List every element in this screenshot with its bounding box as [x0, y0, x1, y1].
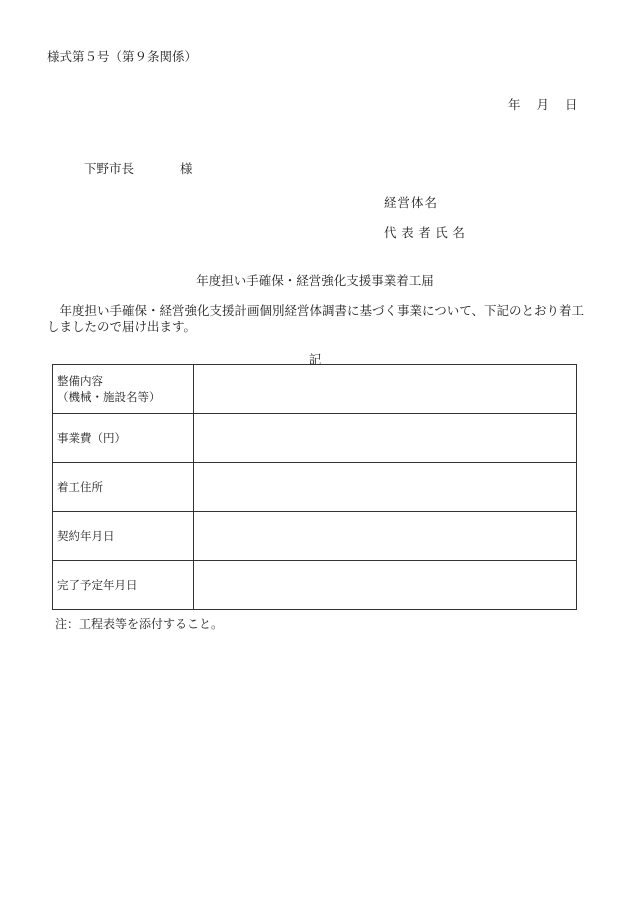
row-value-project-cost[interactable]: [194, 414, 577, 463]
table-row: [53, 414, 577, 463]
row-label-contract-date: 契約年月日: [53, 512, 194, 561]
document-title: 年度担い手確保・経営強化支援事業着工届: [196, 273, 434, 288]
addressee-honorific: 様: [180, 161, 193, 176]
representative-name-label: 代表者氏名: [384, 225, 470, 240]
row-value-contract-date[interactable]: [194, 512, 577, 561]
row-label-line: 整備内容: [57, 374, 103, 388]
details-table: [52, 364, 577, 610]
row-value-construction-address[interactable]: [194, 463, 577, 512]
table-row: [53, 512, 577, 561]
table-row: [53, 463, 577, 512]
document-body: 年度担い手確保・経営強化支援計画個別経営体調書に基づく事業について、下記のとおり着工しましたので届け出ます。: [47, 303, 585, 334]
addressee: [84, 159, 193, 177]
attachment-note: 注：工程表等を添付すること。: [55, 617, 224, 631]
addressee-name: 下野市長: [84, 161, 135, 176]
form-number: 様式第５号（第９条関係）: [47, 49, 198, 64]
month-label: 月: [536, 97, 550, 112]
table-row: [53, 365, 577, 414]
entity-name-label: 経営体名: [384, 195, 439, 210]
row-label-construction-address: 着工住所: [53, 463, 194, 512]
row-label-completion-date: 完了予定年月日: [53, 561, 194, 610]
row-label-project-cost: 事業費（円）: [53, 414, 194, 463]
year-label: 年: [508, 97, 521, 112]
row-label-line: （機械・施設名等）: [57, 390, 161, 404]
row-label-work-content: [53, 365, 194, 414]
date-placeholder: [508, 95, 578, 113]
row-value-work-content[interactable]: [194, 365, 577, 414]
table-row: [53, 561, 577, 610]
day-label: 日: [565, 97, 578, 112]
row-value-completion-date[interactable]: [194, 561, 577, 610]
ki-heading: 記: [308, 352, 322, 367]
